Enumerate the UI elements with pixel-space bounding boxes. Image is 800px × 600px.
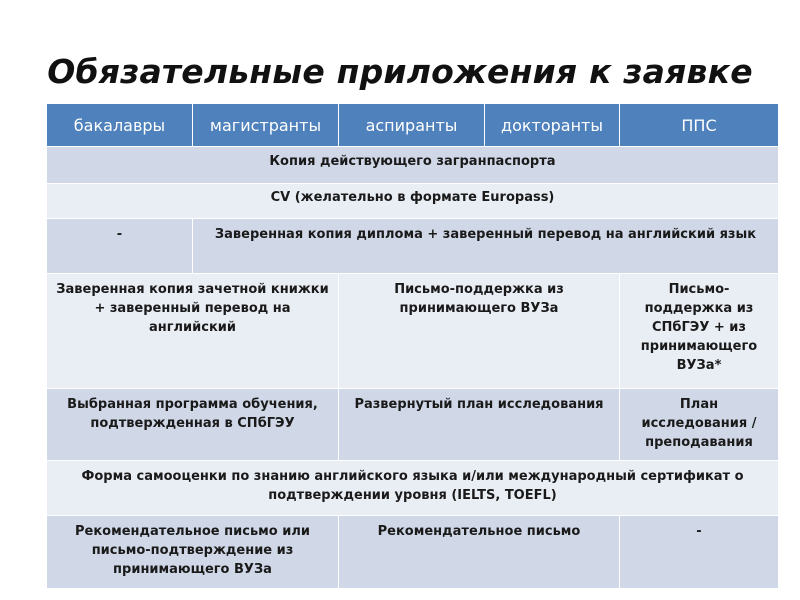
cell-staff-recommendation: -: [620, 516, 779, 589]
table-row: [47, 184, 779, 219]
cell-diploma-bachelors: -: [47, 219, 193, 274]
table-row: [47, 389, 779, 461]
cell-support-letter: Письмо-поддержка из принимающего ВУЗа: [339, 274, 620, 389]
page-title: Обязательные приложения к заявке: [47, 52, 753, 91]
header-bachelors: бакалавры: [47, 104, 193, 147]
table-row: [47, 461, 779, 516]
header-staff: ППС: [620, 104, 779, 147]
table-row: [47, 147, 779, 184]
table-row: [47, 219, 779, 274]
header-phd: аспиранты: [339, 104, 485, 147]
cell-cv: CV (желательно в формате Europass): [47, 184, 779, 219]
cell-staff-support-letter: Письмо-поддержка из СПбГЭУ + из принимающего ВУЗа*: [620, 274, 779, 389]
cell-passport: Копия действующего загранпаспорта: [47, 147, 779, 184]
header-doctoral: докторанты: [485, 104, 620, 147]
table-row: [47, 516, 779, 589]
cell-english: Форма самооценки по знанию английского языка и/или международный сертификат о подтверждении уровня (IELTS, TOEFL): [47, 461, 779, 516]
cell-transcript: Заверенная копия зачетной книжки + заверенный перевод на английский: [47, 274, 339, 389]
requirements-table: [46, 103, 779, 589]
header-masters: магистранты: [193, 104, 339, 147]
cell-research-plan: Развернутый план исследования: [339, 389, 620, 461]
cell-program: Выбранная программа обучения, подтвержденная в СПбГЭУ: [47, 389, 339, 461]
cell-recommendation-letter: Рекомендательное письмо: [339, 516, 620, 589]
table-row: [47, 274, 779, 389]
cell-staff-plan: План исследования / преподавания: [620, 389, 779, 461]
cell-recommendation: Рекомендательное письмо или письмо-подтверждение из принимающего ВУЗа: [47, 516, 339, 589]
cell-diploma-others: Заверенная копия диплома + заверенный перевод на английский язык: [193, 219, 779, 274]
table-header-row: [47, 104, 779, 147]
